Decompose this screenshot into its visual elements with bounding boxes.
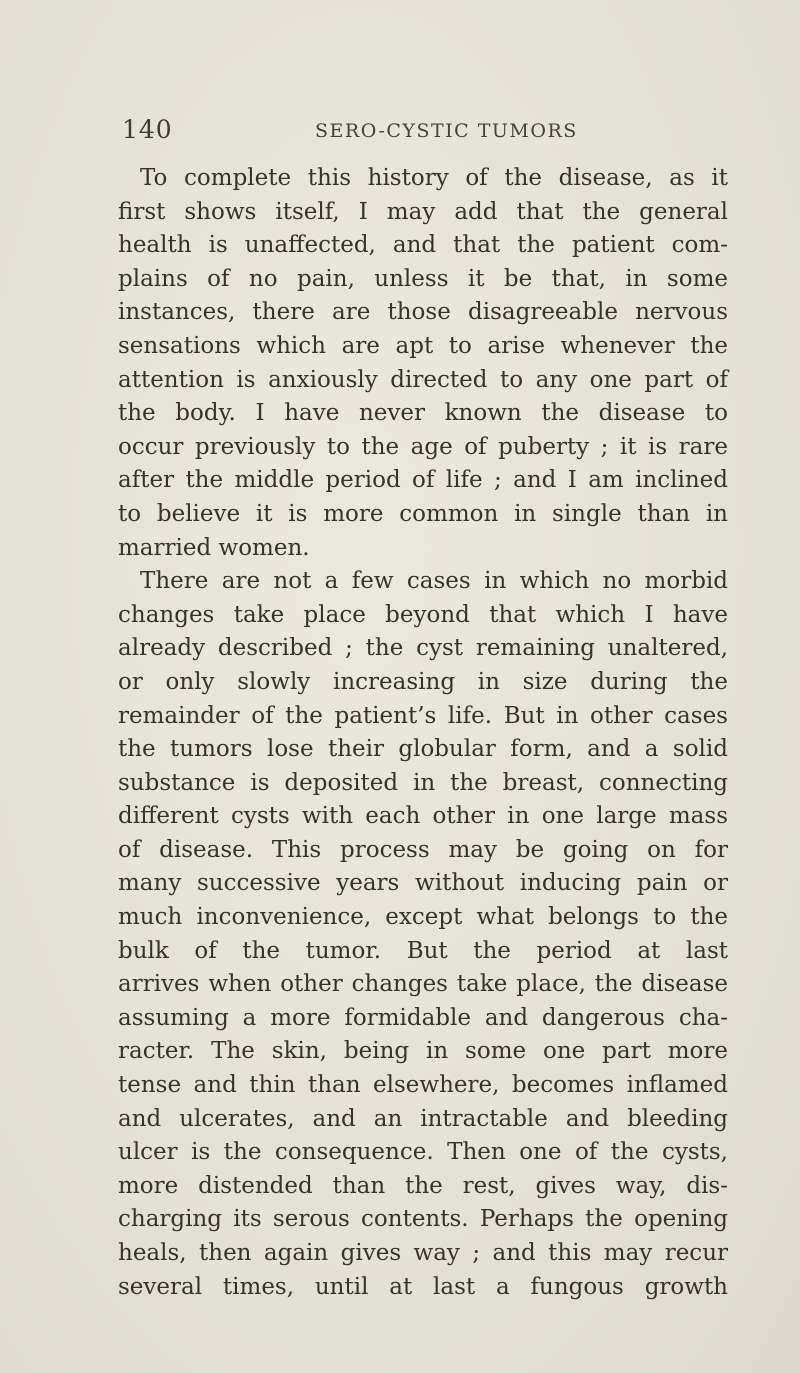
text-line: several times, until at last a fungous growth <box>118 1273 728 1300</box>
text-line: changes take place beyond that which I have <box>118 601 728 628</box>
text-line: of disease. This process may be going on for <box>118 836 728 863</box>
text-line: attention is anxiously directed to any one part of <box>118 366 728 393</box>
text-line: instances, there are those disagreeable nervous <box>118 299 728 326</box>
text-line: ulcer is the consequence. Then one of the cysts, <box>118 1139 728 1166</box>
text-line: many successive years without inducing pain or <box>118 870 728 897</box>
text-line: health is unaffected, and that the patient com- <box>118 232 728 259</box>
text-line: occur previously to the age of puberty ; it is rare <box>118 433 728 460</box>
paragraph-2 <box>118 565 728 1304</box>
paragraph-1 <box>118 162 728 565</box>
body-text <box>118 162 728 1304</box>
text-line: plains of no pain, unless it be that, in some <box>118 265 728 292</box>
text-line: more distended than the rest, gives way, dis- <box>118 1172 728 1199</box>
text-line: charging its serous contents. Perhaps the opening <box>118 1206 728 1233</box>
text-line: or only slowly increasing in size during the <box>118 668 728 695</box>
text-line: remainder of the patient’s life. But in other cases <box>118 702 728 729</box>
text-line: racter. The skin, being in some one part more <box>118 1038 728 1065</box>
text-line: bulk of the tumor. But the period at last <box>118 937 728 964</box>
text-line: and ulcerates, and an intractable and bleeding <box>118 1105 728 1132</box>
text-line: the tumors lose their globular form, and a solid <box>118 736 728 763</box>
text-line: substance is deposited in the breast, connecting <box>118 769 728 796</box>
page-number: 140 <box>122 115 173 144</box>
text-line: already described ; the cyst remaining unaltered, <box>118 635 728 662</box>
text-line: heals, then again gives way ; and this may recur <box>118 1240 728 1266</box>
text-line: tense and thin than elsewhere, becomes inflamed <box>118 1072 728 1099</box>
text-line: to believe it is more common in single than in <box>118 500 728 527</box>
text-line: To complete this history of the disease, as it <box>140 165 728 191</box>
text-line: There are not a few cases in which no morbid <box>140 568 728 595</box>
running-head: SERO-CYSTIC TUMORS <box>315 120 578 142</box>
text-line: much inconvenience, except what belongs to the <box>118 904 728 931</box>
text-line: sensations which are apt to arise whenever the <box>118 332 728 359</box>
text-line: after the middle period of life ; and I am inclined <box>118 467 728 494</box>
text-line: arrives when other changes take place, the disease <box>118 971 728 998</box>
text-line: first shows itself, I may add that the general <box>118 198 728 225</box>
text-line: the body. I have never known the disease to <box>118 400 728 427</box>
text-line: different cysts with each other in one large mass <box>118 803 728 830</box>
text-line: married women. <box>118 534 310 561</box>
page-header <box>122 115 722 155</box>
text-line: assuming a more formidable and dangerous cha- <box>118 1004 728 1031</box>
